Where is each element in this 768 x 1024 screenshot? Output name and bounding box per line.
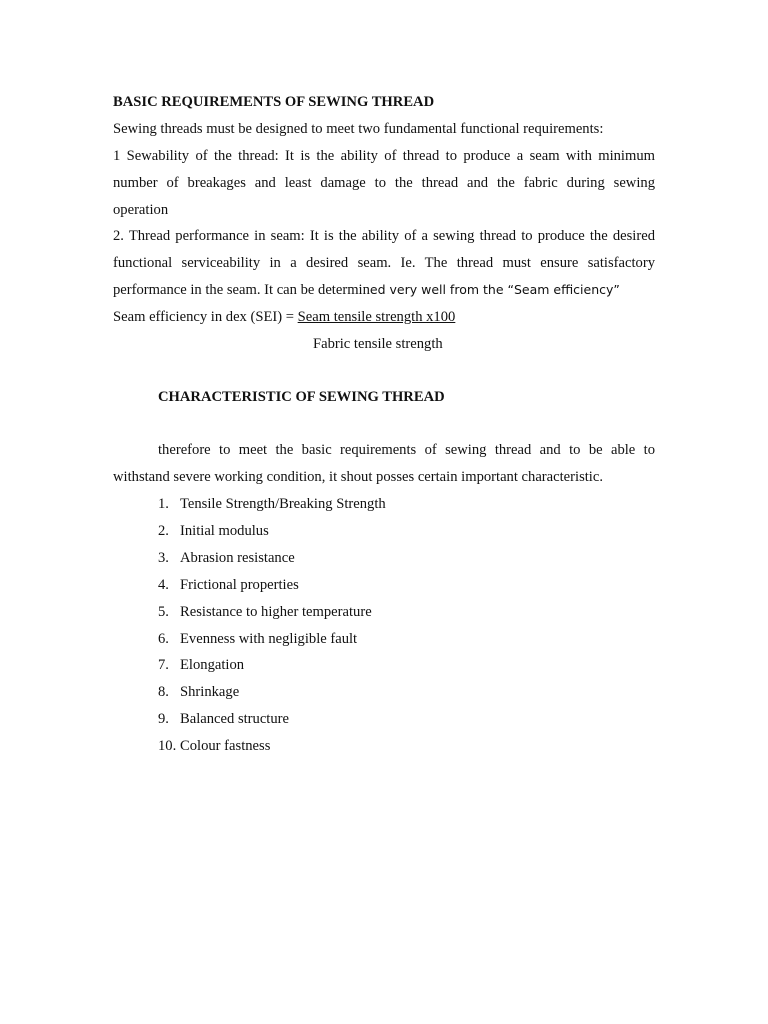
req1-line2: number of breakages and least damage to the thread and the fabric during sewing [113,175,655,191]
heading-basic-requirements: BASIC REQUIREMENTS OF SEWING THREAD [113,94,435,110]
list-item-text: Resistance to higher temperature [180,604,372,620]
req1-line3: operation [113,202,169,218]
formula-label: Seam efficiency in dex (SEI) = [113,309,298,325]
req2-line3-serif: performance in the seam. It can be determin [113,282,370,298]
list-item-number: 5. [158,604,169,620]
list-item-text: Evenness with negligible fault [180,631,358,647]
list-item [158,710,289,728]
req1-line1: 1 Sewability of the thread: It is the ability of thread to produce a seam with minimum [113,148,655,164]
list-item [158,630,357,648]
list-item [158,737,270,755]
list-item-number: 4. [158,577,169,593]
para-line2: withstand severe working condition, it shout posses certain important characteristic. [113,469,603,485]
formula-line [113,308,455,326]
list-item-text: Initial modulus [180,523,269,539]
list-item-number: 8. [158,684,169,700]
list-item-text: Tensile Strength/Breaking Strength [180,496,386,512]
list-item-number: 7. [158,657,169,673]
list-item-text: Abrasion resistance [180,550,295,566]
formula-numerator: Seam tensile strength x100 [297,309,456,325]
list-item [158,656,244,674]
req2-line3 [113,281,620,299]
list-item-text: Balanced structure [180,711,289,727]
list-item-number: 9. [158,711,169,727]
list-item [158,603,372,621]
list-item [158,522,269,540]
list-item-number: 6. [158,631,169,647]
list-item [158,683,239,701]
list-item-number: 10. [158,738,177,754]
list-item-text: Shrinkage [180,684,240,700]
formula-denominator: Fabric tensile strength [313,336,443,352]
list-item [158,549,295,567]
para-line1: therefore to meet the basic requirements of sewing thread and to be able to [158,442,655,458]
req2-line2: functional serviceability in a desired seam. Ie. The thread must ensure satisfactory [113,255,655,271]
req2-line1: 2. Thread performance in seam: It is the ability of a sewing thread to produce the desired [113,228,655,244]
req2-line3-sans: ed very well from the “Seam efficiency” [369,282,620,297]
heading-characteristic: CHARACTERISTIC OF SEWING THREAD [158,389,445,405]
list-item-text: Colour fastness [180,738,271,754]
intro-text: Sewing threads must be designed to meet two fundamental functional requirements: [113,121,604,137]
list-item-number: 1. [158,496,169,512]
list-item [158,495,386,513]
list-item-text: Frictional properties [180,577,299,593]
list-item-number: 3. [158,550,169,566]
list-item-text: Elongation [180,657,245,673]
list-item [158,576,299,594]
list-item-number: 2. [158,523,169,539]
